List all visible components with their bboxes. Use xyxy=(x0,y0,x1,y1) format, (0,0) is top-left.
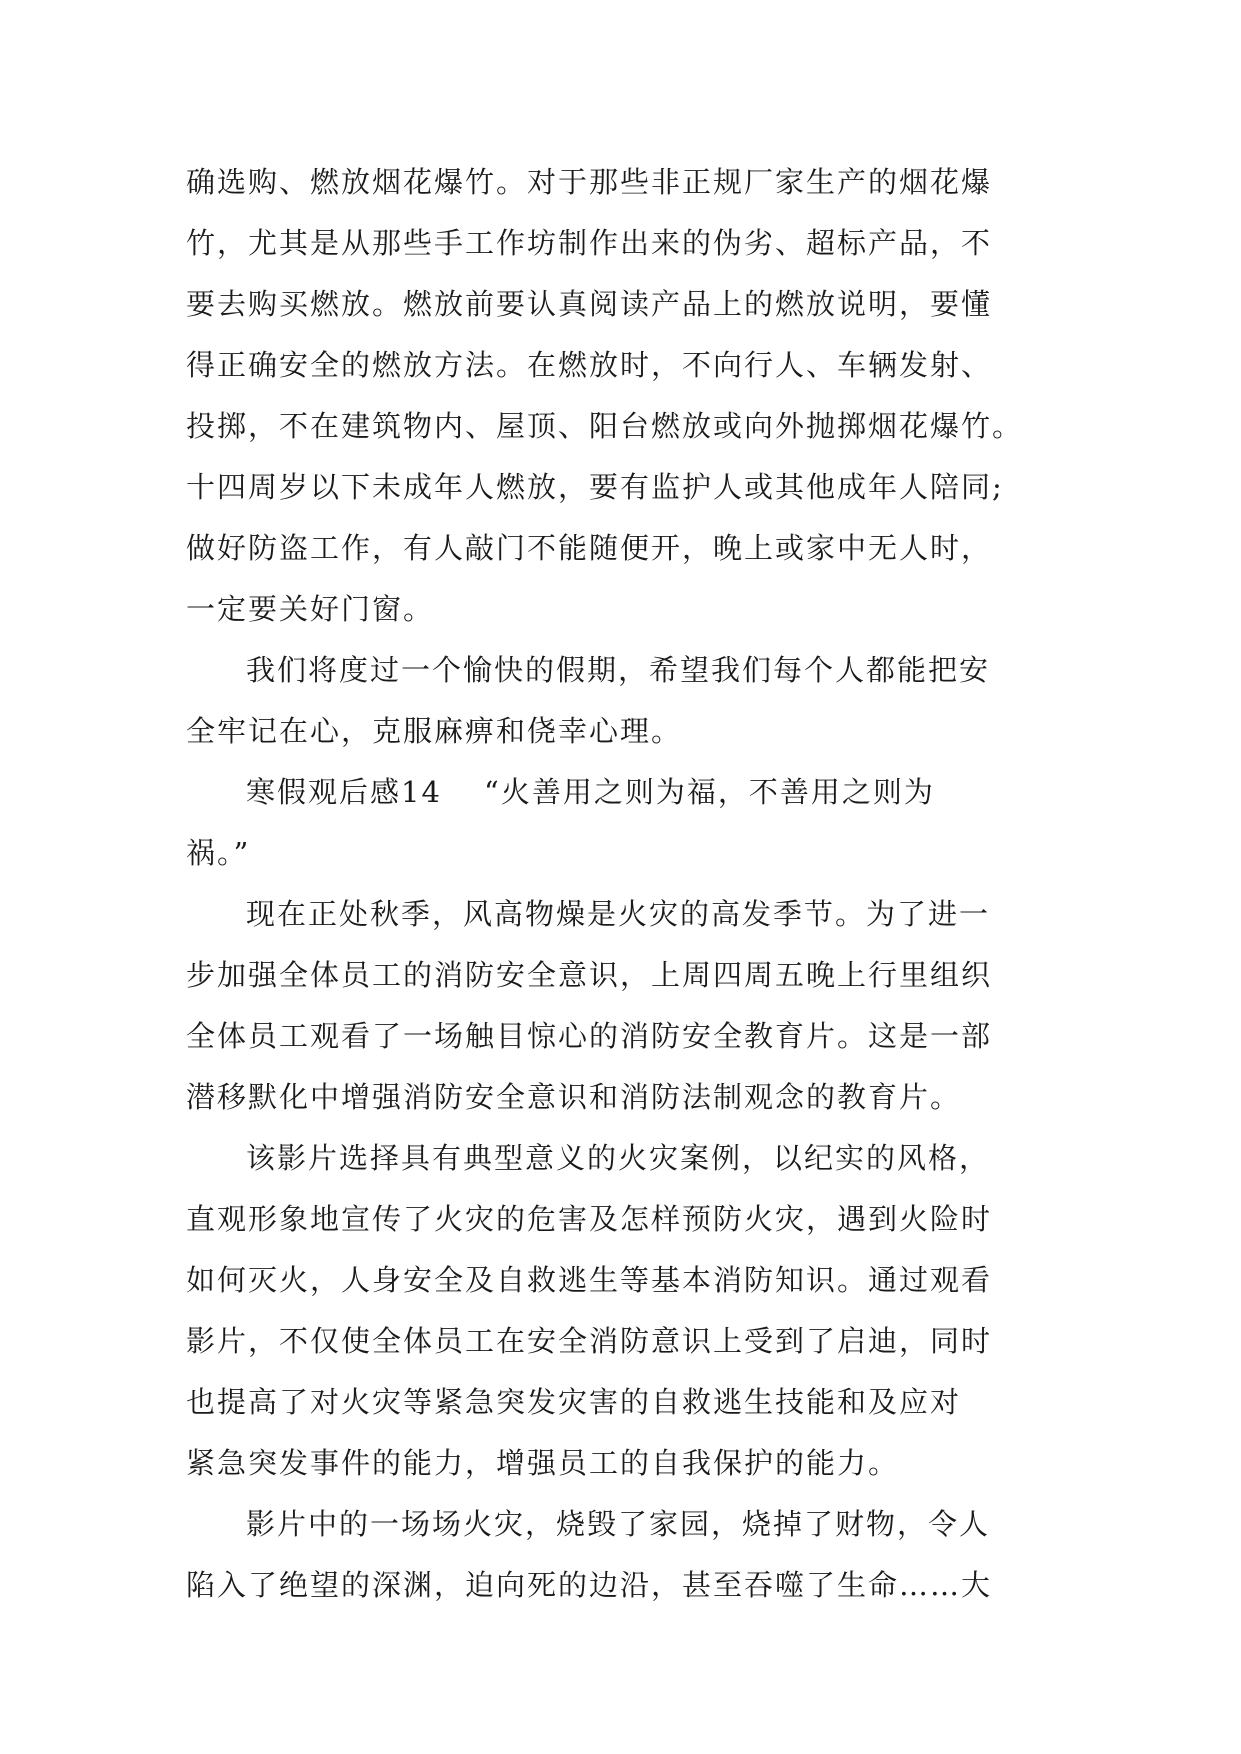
text-line: 潜移默化中增强消防安全意识和消防法制观念的教育片。 xyxy=(186,1080,962,1114)
text-line: 陷入了绝望的深渊，迫向死的边沿，甚至吞噬了生命……大 xyxy=(186,1568,993,1602)
text-line: 步加强全体员工的消防安全意识，上周四周五晚上行里组织 xyxy=(186,958,993,992)
text-line: 如何灭火，人身安全及自救逃生等基本消防知识。通过观看 xyxy=(186,1263,993,1297)
text-line: 全牢记在心，克服麻痹和侥幸心理。 xyxy=(186,714,683,748)
section-heading-line xyxy=(186,762,1046,823)
paragraph-start-line: 现在正处秋季，风高物燥是火灾的高发季节。为了进一 xyxy=(246,897,991,931)
section-title: 寒假观后感14 xyxy=(246,775,442,809)
body-text xyxy=(186,152,1046,1616)
text-line: 得正确安全的燃放方法。在燃放时，不向行人、车辆发射、 xyxy=(186,348,993,382)
text-line: 竹，尤其是从那些手工作坊制作出来的伪劣、超标产品，不 xyxy=(186,226,993,260)
text-line: 一定要关好门窗。 xyxy=(186,592,435,626)
text-line: 要去购买燃放。燃放前要认真阅读产品上的燃放说明，要懂 xyxy=(186,287,993,321)
text-line: 十四周岁以下未成年人燃放，要有监护人或其他成年人陪同; xyxy=(186,470,1004,504)
paragraph-start-line: 影片中的一场场火灾，烧毁了家园，烧掉了财物，令人 xyxy=(246,1507,991,1541)
text-line: 紧急突发事件的能力，增强员工的自我保护的能力。 xyxy=(186,1446,900,1480)
text-line: 做好防盗工作，有人敲门不能随便开，晚上或家中无人时， xyxy=(186,531,993,565)
text-line: 直观形象地宣传了火灾的危害及怎样预防火灾，遇到火险时 xyxy=(186,1202,993,1236)
text-line: 也提高了对火灾等紧急突发灾害的自救逃生技能和及应对 xyxy=(186,1385,962,1419)
quote-end-line: 祸。” xyxy=(186,836,251,870)
text-line: 全体员工观看了一场触目惊心的消防安全教育片。这是一部 xyxy=(186,1019,993,1053)
quote-start: “火善用之则为福，不善用之则为 xyxy=(484,775,935,809)
text-line: 影片，不仅使全体员工在安全消防意识上受到了启迪，同时 xyxy=(186,1324,993,1358)
paragraph-start-line: 我们将度过一个愉快的假期，希望我们每个人都能把安 xyxy=(246,653,991,687)
paragraph-start-line: 该影片选择具有典型意义的火灾案例，以纪实的风格， xyxy=(246,1141,991,1175)
text-line: 投掷，不在建筑物内、屋顶、阳台燃放或向外抛掷烟花爆竹。 xyxy=(186,409,1024,443)
text-line: 确选购、燃放烟花爆竹。对于那些非正规厂家生产的烟花爆 xyxy=(186,165,993,199)
